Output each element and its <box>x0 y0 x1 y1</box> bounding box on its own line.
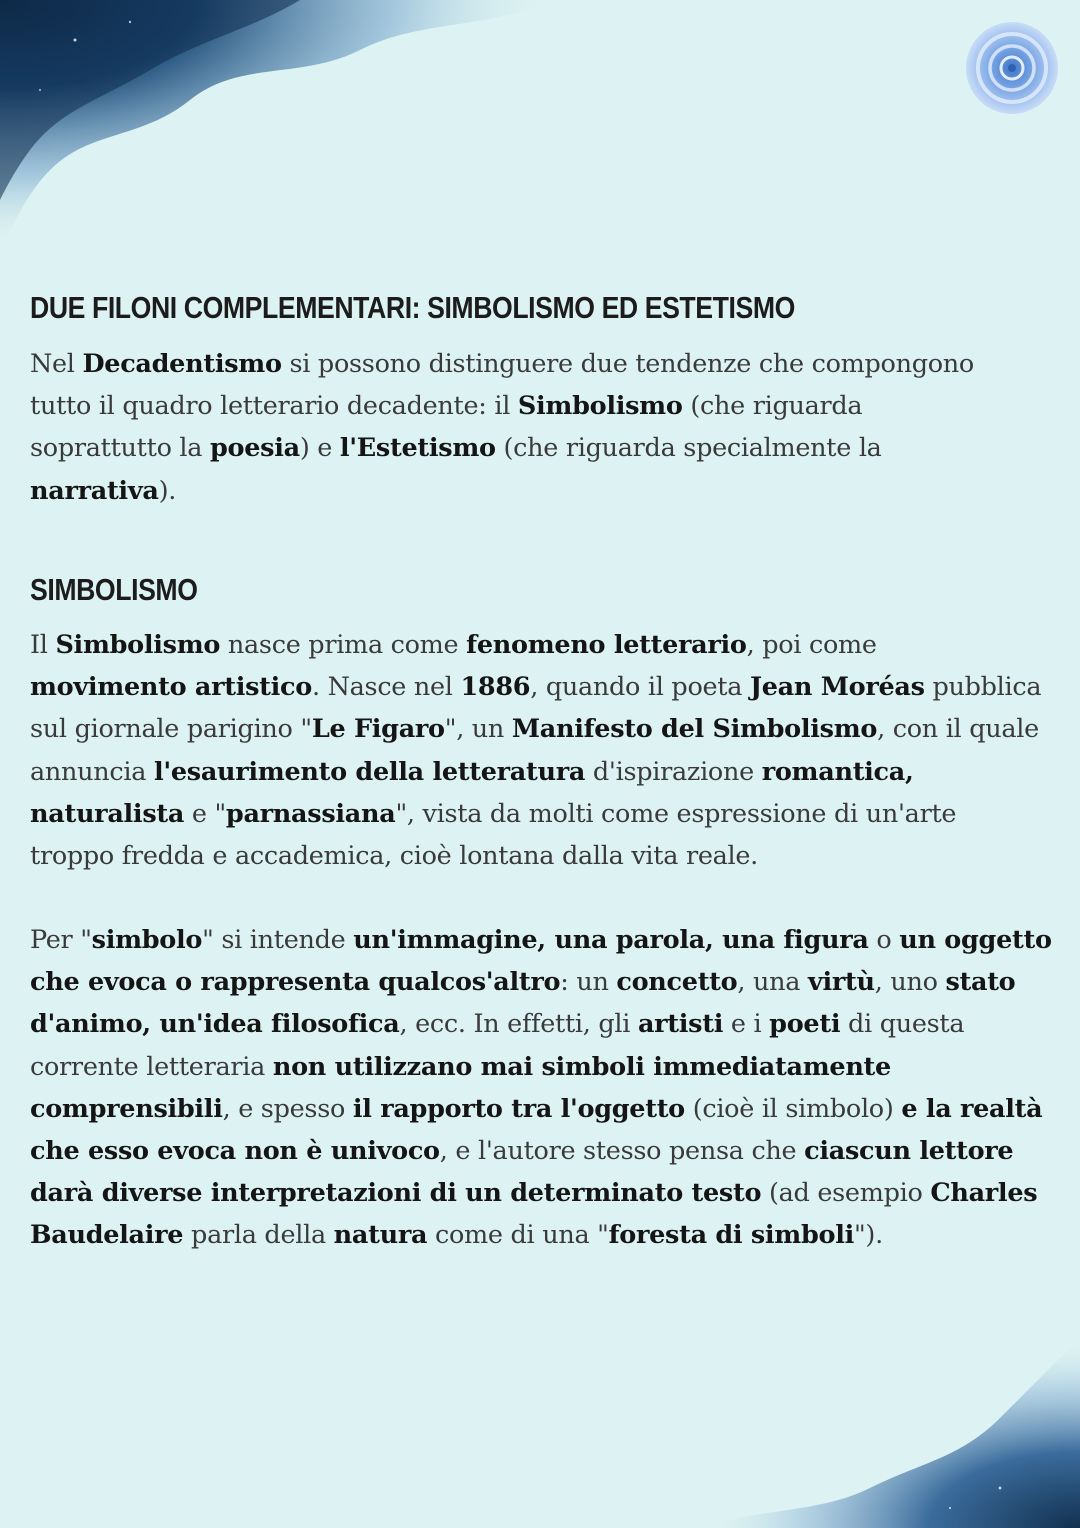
text-run: " si intende <box>202 925 354 955</box>
bold-text-run: Le Figaro <box>311 714 445 745</box>
text-line <box>30 919 1060 961</box>
bold-text-run: darà diverse interpretazioni di un determinato testo <box>30 1178 762 1209</box>
bold-text-run: natura <box>333 1220 428 1251</box>
text-run: , poi come <box>746 630 877 660</box>
text-run: . Nasce nel <box>312 672 461 703</box>
watercolor-splash-bottom-right <box>700 1338 1080 1528</box>
text-run: , uno <box>874 967 946 998</box>
text-line <box>30 1046 1060 1088</box>
text-line <box>30 385 1060 427</box>
text-run: ", vista da molti come espressione di un'arte <box>395 798 957 829</box>
bold-text-run: concetto <box>616 967 738 998</box>
bold-text-run: 1886 <box>460 672 531 703</box>
text-run: tutto il quadro letterario decadente: il <box>30 391 518 422</box>
text-run: Per " <box>30 925 92 955</box>
text-run: nasce prima come <box>220 630 467 660</box>
text-run: : un <box>560 967 617 998</box>
simbolismo-paragraph-1 <box>30 624 1060 877</box>
text-run: e " <box>184 798 226 829</box>
text-run: , quando il poeta <box>530 672 750 703</box>
bold-text-run: virtù <box>807 967 875 998</box>
text-run: , ecc. In effetti, gli <box>399 1009 638 1040</box>
text-line <box>30 961 1060 1003</box>
text-run: si possono distinguere due tendenze che compongono <box>281 349 974 379</box>
text-run: , e spesso <box>222 1093 353 1124</box>
bold-text-run: non utilizzano mai simboli immediatamente <box>272 1051 891 1082</box>
text-run: (che riguarda <box>682 391 863 422</box>
bold-text-run: Simbolismo <box>55 630 221 660</box>
text-run: ", un <box>444 714 512 745</box>
text-run: soprattutto la <box>30 433 210 464</box>
text-line <box>30 1003 1060 1045</box>
text-run: di questa <box>840 1009 965 1040</box>
section-heading-filoni: DUE FILONI COMPLEMENTARI: SIMBOLISMO ED ESTETISMO <box>30 290 795 325</box>
text-run: e i <box>723 1009 770 1040</box>
bold-text-run: fenomeno letterario <box>466 630 747 660</box>
bold-text-run: narrativa <box>30 475 159 506</box>
intro-paragraph <box>30 343 1060 512</box>
text-run: d'ispirazione <box>585 756 762 787</box>
bold-text-run: movimento artistico <box>30 672 312 703</box>
bold-text-run: Charles <box>930 1178 1038 1209</box>
bold-text-run: d'animo, un'idea filosofica <box>30 1009 400 1040</box>
text-run: come di una " <box>427 1220 609 1251</box>
blue-rose-decoration <box>962 20 1062 116</box>
bold-text-run: parnassiana <box>225 798 396 829</box>
text-run: ). <box>158 475 177 506</box>
bold-text-run: ciascun lettore <box>804 1136 1014 1167</box>
text-line <box>30 1088 1060 1130</box>
bold-text-run: naturalista <box>30 798 185 829</box>
bold-text-run: Manifesto del Simbolismo <box>511 714 878 745</box>
text-run: ) e <box>299 433 340 464</box>
text-line <box>30 751 1060 793</box>
bold-text-run: l'Estetismo <box>339 433 496 464</box>
bold-text-run: il rapporto tra l'oggetto <box>352 1093 685 1124</box>
bold-text-run: simbolo <box>91 925 203 955</box>
text-line <box>30 1214 1060 1256</box>
text-line <box>30 666 1060 708</box>
text-run: , una <box>737 967 808 998</box>
text-line <box>30 835 1060 877</box>
bold-text-run: artisti <box>637 1009 724 1040</box>
bold-text-run: romantica, <box>761 756 914 787</box>
section-heading-simbolismo: SIMBOLISMO <box>30 572 198 607</box>
bold-text-run: e la realtà <box>901 1093 1043 1124</box>
text-line <box>30 1130 1060 1172</box>
text-run: annuncia <box>30 756 154 787</box>
text-line <box>30 343 1060 385</box>
bold-text-run: un oggetto <box>899 925 1052 955</box>
text-run: troppo fredda e accademica, cioè lontana dalla vita reale. <box>30 841 758 872</box>
bold-text-run: poesia <box>210 433 300 464</box>
text-run: sul giornale parigino " <box>30 714 312 745</box>
text-run: (ad esempio <box>761 1178 931 1209</box>
bold-text-run: Simbolismo <box>517 391 683 422</box>
bold-text-run: Baudelaire <box>30 1220 184 1251</box>
watercolor-splash-top-left <box>0 0 560 260</box>
text-run: pubblica <box>924 672 1042 703</box>
text-run: (cioè il simbolo) <box>684 1093 902 1124</box>
text-line <box>30 1172 1060 1214</box>
simbolismo-paragraph-2 <box>30 919 1060 1257</box>
bold-text-run: Jean Moréas <box>749 672 925 703</box>
bold-text-run: che evoca o rappresenta qualcos'altro <box>30 967 561 998</box>
text-line <box>30 470 1060 512</box>
bold-text-run: l'esaurimento della letteratura <box>153 756 586 787</box>
text-run: Nel <box>30 349 83 379</box>
text-line <box>30 624 1060 666</box>
text-line <box>30 708 1060 750</box>
text-run: parla della <box>183 1220 334 1251</box>
text-line <box>30 793 1060 835</box>
text-run: corrente letteraria <box>30 1051 273 1082</box>
text-run: , con il quale <box>877 714 1039 745</box>
text-run: o <box>868 925 900 955</box>
text-line <box>30 427 1060 469</box>
bold-text-run: stato <box>945 967 1016 998</box>
bold-text-run: foresta di simboli <box>608 1220 854 1251</box>
bold-text-run: che esso evoca non è univoco <box>30 1136 440 1167</box>
text-run: , e l'autore stesso pensa che <box>439 1136 805 1167</box>
text-run: (che riguarda specialmente la <box>495 433 882 464</box>
bold-text-run: Decadentismo <box>82 349 282 379</box>
bold-text-run: comprensibili <box>30 1093 223 1124</box>
bold-text-run: un'immagine, una parola, una figura <box>353 925 869 955</box>
bold-text-run: poeti <box>769 1009 841 1040</box>
text-run: Il <box>30 630 56 660</box>
text-run: "). <box>854 1220 883 1251</box>
